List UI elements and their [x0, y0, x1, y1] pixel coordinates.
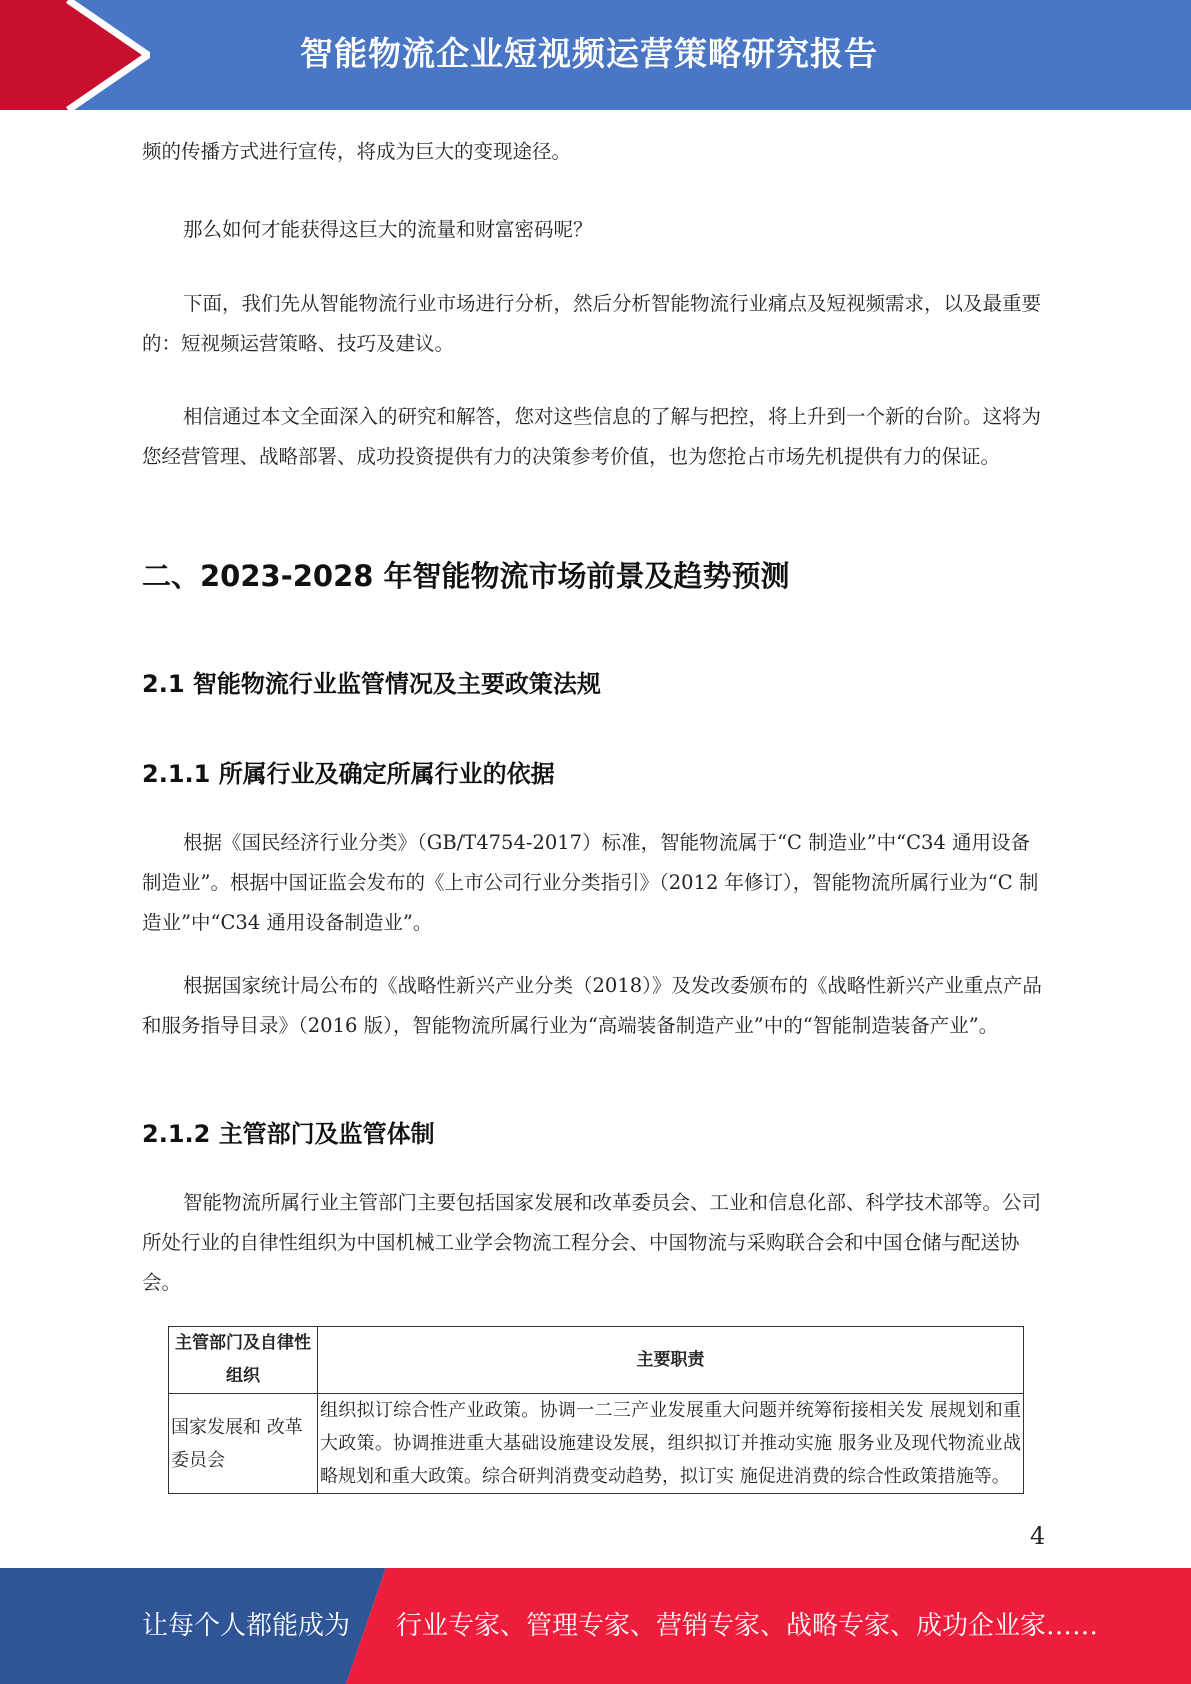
paragraph: 相信通过本文全面深入的研究和解答，您对这些信息的了解与把控，将上升到一个新的台阶。这将为您经营管理、战略部署、成功投资提供有力的决策参考价值，也为您抢占市场先机提供有力的保证。: [142, 405, 1042, 468]
paragraph: 智能物流所属行业主管部门主要包括国家发展和改革委员会、工业和信息化部、科学技术部等。公司所处行业的自律性组织为中国机械工业学会物流工程分会、中国物流与采购联合会和中国仓储与配送协会。: [142, 1191, 1042, 1294]
table-cell-duty: 组织拟订综合性产业政策。协调一二三产业发展重大问题并统筹衔接相关发 展规划和重大政策。协调推进重大基础设施建设发展，组织拟订并推动实施 服务业及现代物流业战略规划和重大政策。综合研判消费变动趋势，拟订实 施促进消费的综合性政策措施等。: [318, 1394, 1024, 1494]
subsection-heading: 2.1 智能物流行业监管情况及主要政策法规: [142, 670, 601, 698]
page-header: [0, 0, 1191, 110]
paragraph: 那么如何才能获得这巨大的流量和财富密码呢？: [183, 218, 593, 241]
paragraph: 根据《国民经济行业分类》（GB/T4754-2017）标准，智能物流属于“C 制造业”中“C34 通用设备制造业”。根据中国证监会发布的《上市公司行业分类指引》（2012 年修订），智能物流所属行业为“C 制造业”中“C34 通用设备制造业”。: [142, 831, 1039, 934]
subsubsection-heading: 2.1.1 所属行业及确定所属行业的依据: [142, 760, 555, 788]
page-footer: [0, 1568, 1191, 1684]
footer-slogan-right: 行业专家、管理专家、营销专家、战略专家、成功企业家……: [396, 1611, 1099, 1641]
page-number: 4: [1030, 1522, 1046, 1550]
report-title: 智能物流企业短视频运营策略研究报告: [300, 34, 878, 73]
table-cell-org: 国家发展和 改革委员会: [169, 1394, 318, 1494]
paragraph: 下面，我们先从智能物流行业市场进行分析，然后分析智能物流行业痛点及短视频需求，以及最重要的：短视频运营策略、技巧及建议。: [142, 292, 1042, 355]
regulator-table: [168, 1326, 1024, 1514]
section-heading: 二、2023-2028 年智能物流市场前景及趋势预测: [142, 559, 790, 593]
table-header-duty: 主要职责: [318, 1327, 1024, 1394]
table-header-row: [169, 1327, 1024, 1394]
paragraph: 根据国家统计局公布的《战略性新兴产业分类（2018）》及发改委颁布的《战略性新兴产业重点产品和服务指导目录》（2016 版），智能物流所属行业为“高端装备制造产业”中的“智能制造装备产业”。: [142, 974, 1042, 1037]
header-chevron-icon: [0, 0, 150, 110]
footer-slogan-left: 让每个人都能成为: [142, 1611, 351, 1641]
paragraph: 频的传播方式进行宣传，将成为巨大的变现途径。: [142, 140, 572, 163]
table-row: [169, 1394, 1024, 1494]
table-header-org: 主管部门及自律性组织: [169, 1327, 318, 1394]
subsubsection-heading: 2.1.2 主管部门及监管体制: [142, 1120, 435, 1148]
